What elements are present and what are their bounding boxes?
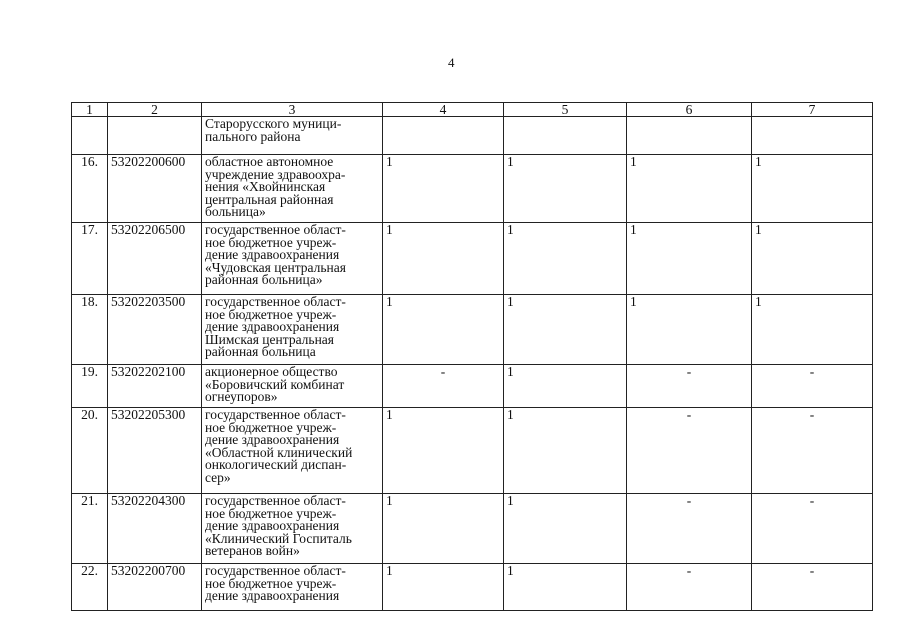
row-number-cell: 17. [72,223,108,295]
value-cell [383,117,504,155]
org-name-line: ветеранов войн» [205,543,300,558]
org-name-cell [202,295,383,365]
org-name-line: «Чудовская центральная [205,259,346,275]
org-name-line: дение здравоохранения [205,588,340,603]
table-header-row [72,103,873,117]
value-cell-c4: 1 [383,155,504,223]
org-name-line: ное бюджетное учреж- [205,234,337,250]
org-name-line: огнеупоров» [205,389,278,404]
value-cell-c7: 1 [752,295,873,365]
value-cell-c7: 1 [752,223,873,295]
header-cell: 6 [627,103,752,117]
okpo-code-cell: 53202204300 [108,494,202,564]
org-name-cell [202,494,383,564]
value-cell-c5: 1 [504,155,627,223]
org-name-line: сер» [205,469,231,485]
header-cell: 5 [504,103,627,117]
row-number-cell: 20. [72,408,108,494]
value-cell-c6: 1 [627,295,752,365]
value-cell-c7: - [752,408,873,494]
org-name-line: «Боровичский комбинат [205,376,345,392]
value-cell-c4: 1 [383,494,504,564]
table-row [72,295,873,365]
org-name-line: «Клинический Госпиталь [205,530,352,546]
value-cell-c6: 1 [627,155,752,223]
org-name-line: государственное област- [205,493,346,508]
header-cell: 7 [752,103,873,117]
org-name-line: Шимская центральная [205,331,334,347]
value-cell-c7: 1 [752,155,873,223]
org-name-line: дение здравоохранения [205,518,340,533]
org-name-line: районная больница [205,344,316,359]
org-name-line: ное бюджетное учреж- [205,505,337,521]
org-name-cell [202,155,383,223]
value-cell [504,117,627,155]
value-cell-c4: - [383,365,504,408]
org-name-line: больница» [205,204,266,219]
value-cell-c6: - [627,408,752,494]
org-name-line: ное бюджетное учреж- [205,306,337,322]
table-row [72,564,873,611]
org-name-line: дение здравоохранения [205,319,340,334]
table-row [72,155,873,223]
value-cell-c5: 1 [504,223,627,295]
value-cell [627,117,752,155]
page-number: 4 [448,55,455,70]
value-cell-c5: 1 [504,295,627,365]
org-name-line: государственное област- [205,294,346,309]
header-cell: 3 [202,103,383,117]
org-name-line: районная больница» [205,272,323,287]
num-cell [72,117,108,155]
org-name-line: акционерное общество [205,364,338,379]
org-name-line: областное автономное [205,154,334,169]
value-cell-c7: - [752,365,873,408]
value-cell-c4: 1 [383,295,504,365]
table-row [72,408,873,494]
org-name-line: дение здравоохранения [205,432,340,447]
code-cell [108,117,202,155]
org-name-line: государственное област- [205,407,346,422]
org-name-cell [202,117,383,155]
row-number-cell: 21. [72,494,108,564]
okpo-code-cell: 53202206500 [108,223,202,295]
org-name-cell [202,365,383,408]
org-name-line: онкологический диспан- [205,457,347,472]
org-name-cell [202,223,383,295]
value-cell-c6: - [627,365,752,408]
org-name-line: ное бюджетное учреж- [205,575,337,591]
row-number-cell: 16. [72,155,108,223]
row-number-cell: 19. [72,365,108,408]
row-number-cell: 18. [72,295,108,365]
value-cell-c5: 1 [504,408,627,494]
org-name-line: дение здравоохранения [205,247,340,262]
org-name-line: ное бюджетное учреж- [205,419,337,435]
header-cell: 1 [72,103,108,117]
okpo-code-cell: 53202200700 [108,564,202,611]
table-row [72,494,873,564]
value-cell-c7: - [752,494,873,564]
org-name-line: Старорусского муници- [205,116,342,131]
org-name-cell [202,564,383,611]
org-name-line: государственное област- [205,222,346,237]
table-row [72,365,873,408]
okpo-code-cell: 53202202100 [108,365,202,408]
org-name-cell [202,408,383,494]
registry-table [71,102,873,611]
org-name-line: учреждение здравоохра- [205,166,346,182]
okpo-code-cell: 53202200600 [108,155,202,223]
org-name-line: «Областной клинический [205,444,353,460]
value-cell-c5: 1 [504,564,627,611]
org-name-line: нения «Хвойнинская [205,179,326,194]
value-cell-c5: 1 [504,494,627,564]
org-name-line: пального района [205,128,301,144]
value-cell-c7: - [752,564,873,611]
okpo-code-cell: 53202205300 [108,408,202,494]
table-row [72,223,873,295]
value-cell-c5: 1 [504,365,627,408]
continuation-row [72,117,873,155]
okpo-code-cell: 53202203500 [108,295,202,365]
org-name-line: государственное област- [205,563,346,578]
header-cell: 4 [383,103,504,117]
value-cell-c4: 1 [383,223,504,295]
row-number-cell: 22. [72,564,108,611]
org-name-line: центральная районная [205,191,334,207]
value-cell-c6: - [627,494,752,564]
header-cell: 2 [108,103,202,117]
value-cell-c6: 1 [627,223,752,295]
value-cell-c4: 1 [383,408,504,494]
value-cell [752,117,873,155]
value-cell-c4: 1 [383,564,504,611]
value-cell-c6: - [627,564,752,611]
